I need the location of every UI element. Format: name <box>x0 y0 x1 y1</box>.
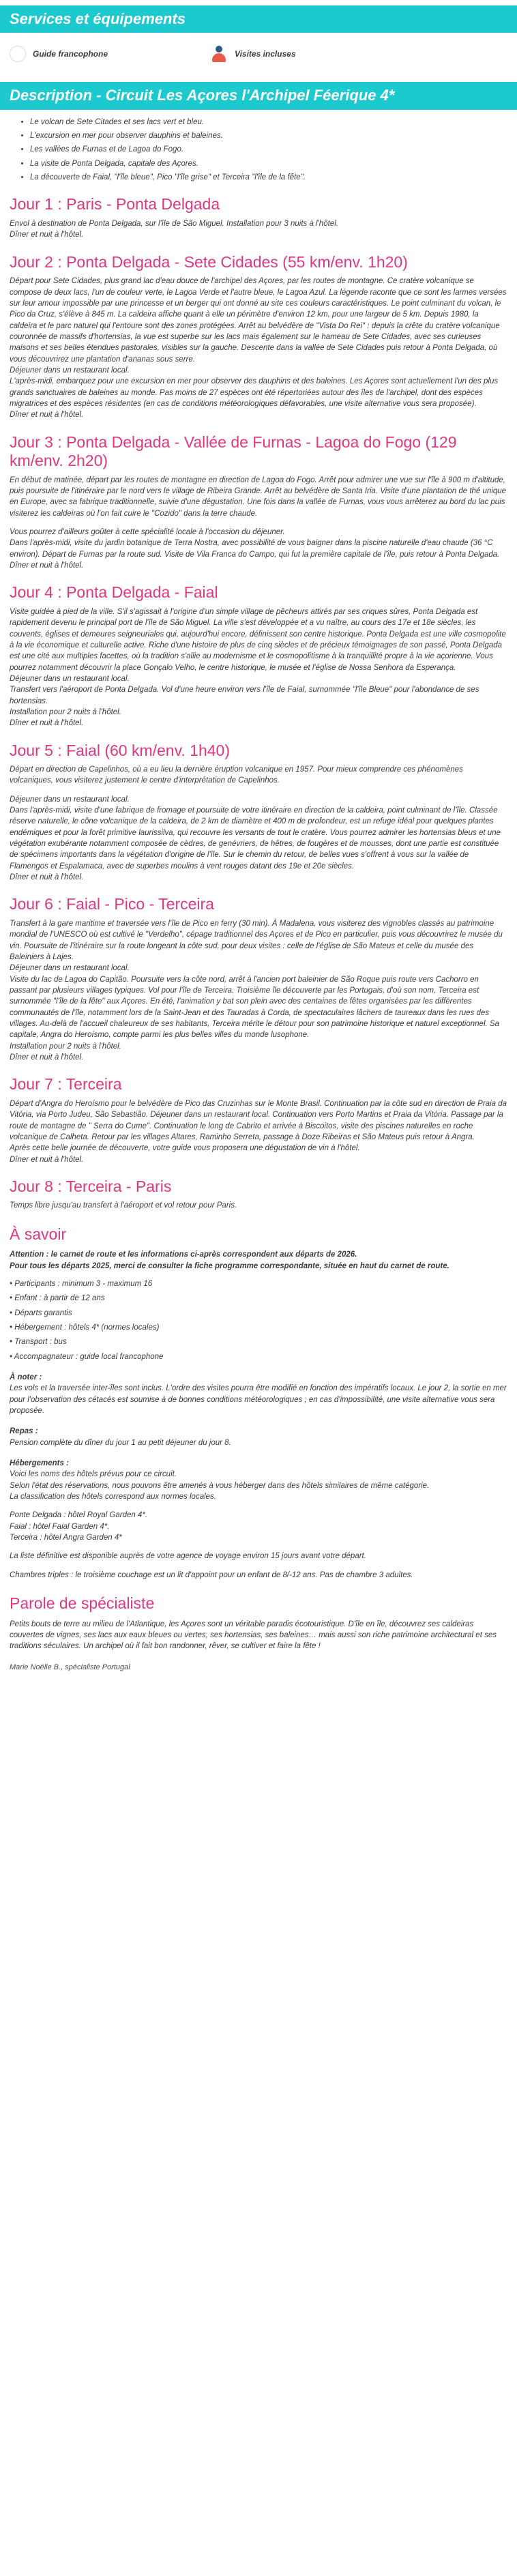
specialiste-signature: Marie Noëlle B., spécialiste Portugal <box>10 1663 130 1672</box>
day-paragraph: Vous pourrez d'ailleurs goûter à cette spécialité locale à l'occasion du déjeuner. Dans l'après-midi, visite du jardin botanique de Terra Nostra, avec possibilité de vous baigner dans la piscine naturelle d'eau chaude (36 °C environ). Départ de Furnas par la route sud. Visite de Vila Franca do Campo, qui fut la première capitale de l'île, puis retour à Ponta Delgada. Dîner et nuit à l'hôtel. <box>10 528 500 570</box>
day-paragraph: Départ pour Sete Cidades, plus grand lac d'eau douce de l'archipel des Açores, par les routes de montagne. Ce cratère volcanique se compose de deux lacs, l'un de couleur verte, le Lagoa Verde et l'autre bleue, le Lagoa Azul. La légende raconte que ce sont les larmes versées sur leur amour impossible par une princesse et un berger qui ont donné au site ces couleurs caractéristiques. Le point culminant du volcan, le Pico da Cruz, s'élève à 845 m. La caldeira affiche quant à elle un périmètre d'environ 12 km, pour une largeur de 5 km. Depuis 1980, la caldeira et le parc naturel qui l'entoure sont des zones protégées. Arrêt au belvédère de "Vista Do Rei" : depuis la crête du cratère volcanique couronnée de massifs d'hortensias, la vue est superbe sur les lacs mais également sur le hameau de Sete Cidades, avec ses curieuses maisons et ses belles étendues pastorales, visibles sur la gauche. Descente dans la vallée de Sete Cidades puis retour à Ponta Delgada, où vous découvrirez une plantation d'ananas sous serre. Déjeuner dans un restaurant local. L'après-midi, embarquez pour une excursion en mer pour observer des dauphins et des baleines. Les Açores sont actuellement l'un des plus grands sanctuaires de baleines au monde. Pas moins de 27 espèces ont été répertoriées autour des îles de l'archipel, dont des espèces migratrices et des espèces résidentes (en cas de conditions météorologiques défavorables, une visite alternative vous sera proposée). Dîner et nuit à l'hôtel. <box>10 277 507 420</box>
day-paragraph: Envol à destination de Ponta Delgada, sur l'île de São Miguel. Installation pour 3 nuits à l'hôtel. Dîner et nuit à l'hôtel. <box>10 220 338 239</box>
services-row <box>0 33 517 82</box>
services-header: Services et équipements <box>0 5 517 33</box>
day-paragraph: Départ en direction de Capelinhos, où a eu lieu la dernière éruption volcanique en 1957. Pour mieux comprendre ces phénomènes volcaniques, vous visiterez justement le centre d'interprétation de Capelinhos. <box>10 765 463 785</box>
french-flag-icon <box>10 46 26 62</box>
service-visits-included <box>210 45 296 63</box>
hotels-text: Ponte Delgada : hôtel Royal Garden 4*. Faial : hôtel Faial Garden 4*. Terceira : hôtel Angra Garden 4* <box>10 1511 148 1542</box>
day-paragraph: Transfert à la gare maritime et traversée vers l'île de Pico en ferry (30 min). À Madalena, vous visiterez des vignobles classés au patrimoine mondial de l'UNESCO où est cultivé le "Verdelho", cépage traditionnel des Açores et de Pico en particulier, puis vous découvrirez le musée du vin. Poursuite de l'itinéraire sur la route longeant la côte sud, pour deux visites : celle de l'église de São Mateus et celle du musée des Baleiniers à Lajes. Déjeuner dans un restaurant local. Visite du lac de Lagoa do Capitão. Poursuite vers la côte nord, arrêt à l'ancien port baleinier de São Roque puis route vers Cachorro en passant par plusieurs villages typiques. Vol pour l'île de Terceira. Troisième île découverte par les Portugais, d'où son nom, Terceira est surnommée "l'île de la fête" aux Açores. En été, l'animation y bat son plein avec des centaines de fêtes organisées par les différentes communautés de l'île, notamment lors de la Saint-Jean et des Tauradas à Corda, de spectaculaires lâchers de taureaux dans les rues des villages. Au-delà de l'accueil chaleureux de ses habitants, Terceira mérite le détour pour son patrimoine historique et naturel exceptionnel. Sa capitale, Angra do Heroísmo, compte parmi les plus belles villes du monde lusophone. Installation pour 2 nuits à l'hôtel. Dîner et nuit à l'hôtel. <box>10 920 503 1062</box>
day-title: Jour 2 : Ponta Delgada - Sete Cidades (55 km/env. 1h20) <box>10 252 408 271</box>
list-item: • L'excursion en mer pour observer dauphins et baleines. <box>30 130 507 141</box>
chambres-text: Chambres triples : le troisième couchage est un lit d'appoint pour un enfant de 8/-12 ans. Pas de chambre 3 adultes. <box>10 1570 413 1579</box>
day-paragraph: En début de matinée, départ par les routes de montagne en direction de Lagoa do Fogo. Arrêt pour admirer une vue sur l'île à 900 m d'altitude, puis poursuite de l'itinéraire par le nord vers le village de Ribeira Grande. Arrêt au belvédère de Santa Iria. Visite d'une plantation de thé unique en Europe, avec sa fabrique traditionnelle, suivie d'une dégustation. Une fois dans la vallée de Furnas, vous vous arrêterez au bord du lac puis visiterez les caldeiras où l'on fait cuire le "Cozido" dans la terre chaude. <box>10 475 507 518</box>
itinerary <box>10 195 507 1211</box>
highlights-list <box>10 117 507 184</box>
savoir-title: À savoir <box>10 1225 67 1243</box>
day-paragraph: Déjeuner dans un restaurant local. Dans l'après-midi, visite d'une fabrique de fromage et poursuite de votre itinéraire en direction de la caldeira, point culminant de l'île. Classée réserve naturelle, le cône volcanique de la caldeira, de 2 km de diamètre et 400 m de profondeur, est un refuge idéal pour quelques plantes endémiques et pour la forêt primitive laurissilva, qui recouvre les versants de tout le cratère. Vous pourrez admirer les hortensias bleus et une végétation exubérante notamment composée de cèdres, de genévriers, de hêtres, de fougères et de mousses, dont une partie est constituée de spécimens importants dans la végétation d'origine de l'île. Sur le chemin du retour, de belles vues s'offrent à vous sur la vallée de Flamengos et Espalamaca, avec de superbes moulins à vent rouges datant des 19e et 20e siècles. Dîner et nuit à l'hôtel. <box>10 795 501 882</box>
attention-text: Attention : le carnet de route et les informations ci-après correspondent aux départs de 2026. Pour tous les départs 2025, merci de consulter la fiche programme correspondante, située en haut du carnet de route. <box>10 1250 449 1270</box>
specialiste-title: Parole de spécialiste <box>10 1594 155 1612</box>
list-item: • Participants : minimum 3 - maximum 16 <box>10 1280 153 1289</box>
list-item: • Les vallées de Furnas et de Lagoa do Fogo. <box>30 144 507 155</box>
hebergements-label: Hébergements : <box>10 1459 69 1467</box>
service-label: Guide francophone <box>33 48 108 59</box>
note-text: Les vols et la traversée inter-îles sont inclus. L'ordre des visites pourra être modifié en fonction des impératifs locaux. Le jour 2, la sortie en mer pour l'observation des cétacés est soumise à de bonnes conditions météorologiques ; en cas d'impossibilité, une visite alternative vous sera proposée. <box>10 1384 507 1415</box>
list-item: • Le volcan de Sete Citades et ses lacs vert et bleu. <box>30 117 507 128</box>
day-title: Jour 6 : Faial - Pico - Terceira <box>10 895 214 913</box>
day-title: Jour 3 : Ponta Delgada - Vallée de Furnas - Lagoa do Fogo (129 km/env. 2h20) <box>10 433 457 470</box>
specialiste-text: Petits bouts de terre au milieu de l'Atlantique, les Açores sont un véritable paradis écotouristique. D'île en île, découvrez ses caldeiras couvertes de vignes, ses lacs aux eaux bleues ou vertes, ses hortensias, ses baleines… mais aussi son riche patrimoine architectural et ses traditions séculaires. Un archipel où il fait bon randonner, rêver, se cultiver et faire la fête ! <box>10 1620 497 1651</box>
savoir-list <box>10 1278 507 1362</box>
list-item: • Hébergement : hôtels 4* (normes locales) <box>10 1323 160 1332</box>
day-title: Jour 1 : Paris - Ponta Delgada <box>10 195 220 214</box>
day-paragraph: Temps libre jusqu'au transfert à l'aéroport et vol retour pour Paris. <box>10 1201 237 1210</box>
day-paragraph: Départ d'Angra do Heroísmo pour le belvédère de Pico das Cruzinhas sur le Monte Brasil. Continuation par la côte sud en direction de Praia da Vitória, via Porto Judeu, São Sebastião. Déjeuner dans un restaurant local. Continuation vers Porto Martins et Praia da Vitória. Passage par la route de montagne de " Serra do Cume". Continuation le long de Cabrito et arrivée à Biscoitos, visite des piscines naturelles en roche volcanique de Calheta. Retour par les villages Altares, Raminho Serreta, passage à Doze Ribeiras et São Mateus puis retour à Angra. Après cette belle journée de découverte, votre guide vous proposera une dégustation de vin à l'hôtel. Dîner et nuit à l'hôtel. <box>10 1099 507 1164</box>
day-title: Jour 7 : Terceira <box>10 1075 122 1094</box>
day-title: Jour 8 : Terceira - Paris <box>10 1177 172 1195</box>
day-paragraph: Visite guidée à pied de la ville. S'il s'agissait à l'origine d'un simple village de pêcheurs attirés par ses criques sûres, Ponta Delgada est rapidement devenu le principal port de l'île de São Miguel. La ville s'est développée et a vu naître, au cours des 17e et 18e siècles, les couvents, églises et demeures seigneuriales qui, aujourd'hui encore, définissent son centre historique. Ponta Delgada est une ville cosmopolite à la vie économique et culturelle active. Riche d'une histoire de plus de cinq siècles et de précieux témoignages de son passé, Ponta Delgada est une cité aux multiples facettes, où la tradition s'allie au modernisme et le cosmopolitisme à la tranquillité propre à la vie açorienne. Vous pourrez notamment découvrir la place Gonçalo Velho, le centre historique, le musée et l'église de Nossa Senhora da Esperança. Déjeuner dans un restaurant local. Transfert vers l'aéroport de Ponta Delgada. Vol d'une heure environ vers l'île de Faial, surnommée "l'île Bleue" pour l'abondance de ses hortensias. Installation pour 2 nuits à l'hôtel. Dîner et nuit à l'hôtel. <box>10 607 506 728</box>
hebergements-text: Voici les noms des hôtels prévus pour ce circuit. Selon l'état des réservations, nous pouvons être amenés à vous héberger dans des hôtels similaires de même catégorie. La classification des hôtels correspond aux normes locales. <box>10 1470 430 1501</box>
list-item: • Enfant : à partir de 12 ans <box>10 1294 105 1303</box>
guide-person-icon <box>210 45 228 63</box>
service-french-guide <box>10 46 108 62</box>
list-item: • Transport : bus <box>10 1338 67 1347</box>
repas-text: Pension complète du dîner du jour 1 au petit déjeuner du jour 8. <box>10 1438 231 1447</box>
liste-text: La liste définitive est disponible auprès de votre agence de voyage environ 15 jours avant votre départ. <box>10 1552 366 1561</box>
repas-label: Repas : <box>10 1427 38 1436</box>
list-item: • La visite de Ponta Delgada, capitale des Açores. <box>30 158 507 169</box>
content <box>0 117 517 1673</box>
list-item: • Accompagnateur : guide local francophone <box>10 1352 164 1361</box>
note-label: À noter : <box>10 1373 42 1381</box>
service-label: Visites incluses <box>235 48 296 59</box>
list-item: • Départs garantis <box>10 1308 72 1317</box>
list-item: • La découverte de Faial, "l'île bleue", Pico "l'île grise" et Terceira "l'île de la fête". <box>30 172 507 183</box>
day-title: Jour 4 : Ponta Delgada - Faial <box>10 583 218 602</box>
description-header: Description - Circuit Les Açores l'Archipel Féerique 4* <box>0 82 517 109</box>
day-title: Jour 5 : Faial (60 km/env. 1h40) <box>10 741 230 759</box>
